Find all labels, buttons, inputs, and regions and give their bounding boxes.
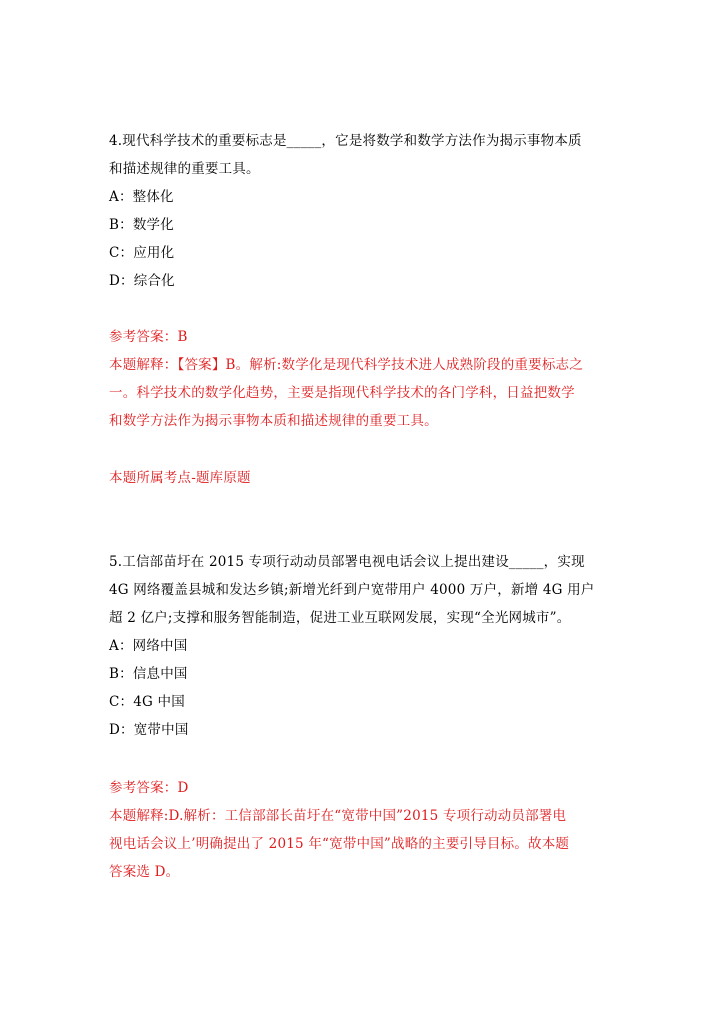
topic-block-4 (109, 464, 619, 492)
question-stem-line: 4G 网络覆盖县城和发达乡镇;新增光纤到户宽带用户 4000 万户，新增 4G 用户 (109, 582, 595, 598)
option-c: C：应用化 (109, 245, 175, 261)
answer-block-5 (109, 774, 619, 886)
explanation-line: 视电话会议上’明确提出了 2015 年“宽带中国”战略的主要引导目标。故本题 (109, 836, 570, 852)
option-d: D：宽带中国 (109, 722, 189, 738)
question-stem-line: 5.工信部苗圩在 2015 专项行动动员部署电视电话会议上提出建设_____，实现 (109, 554, 585, 570)
option-b: B：信息中国 (109, 666, 188, 682)
explanation-line: 答案选 D。 (109, 864, 180, 880)
option-d: D：综合化 (109, 273, 175, 289)
question-5 (109, 548, 619, 744)
question-stem-line: 4.现代科学技术的重要标志是_____，它是将数学和数学方法作为揭示事物本质 (109, 133, 582, 149)
option-a: A：整体化 (109, 189, 174, 205)
explanation-line: 本题解释:D.解析：工信部部长苗圩在“宽带中国”2015 专项行动动员部署电 (109, 808, 567, 824)
explanation-line: 本题解释：【答案】B。解析:数学化是现代科学技术进人成熟阶段的重要标志之 (109, 357, 583, 373)
reference-answer: 参考答案：D (109, 780, 189, 796)
explanation-line: 一。科学技术的数学化趋势，主要是指现代科学技术的各门学科，日益把数学 (109, 385, 575, 401)
topic-label: 本题所属考点-题库原题 (109, 470, 251, 486)
option-b: B：数学化 (109, 217, 174, 233)
answer-block-4 (109, 323, 619, 435)
question-stem-line: 超 2 亿户;支撑和服务智能制造，促进工业互联网发展，实现“全光网城市”。 (109, 610, 571, 626)
option-a: A：网络中国 (109, 638, 188, 654)
document-page (109, 0, 619, 1017)
reference-answer: 参考答案：B (109, 329, 188, 345)
question-4 (109, 127, 619, 295)
option-c: C：4G 中国 (109, 694, 185, 710)
question-stem-line: 和描述规律的重要工具。 (109, 161, 260, 177)
explanation-line: 和数学方法作为揭示事物本质和描述规律的重要工具。 (109, 413, 438, 429)
